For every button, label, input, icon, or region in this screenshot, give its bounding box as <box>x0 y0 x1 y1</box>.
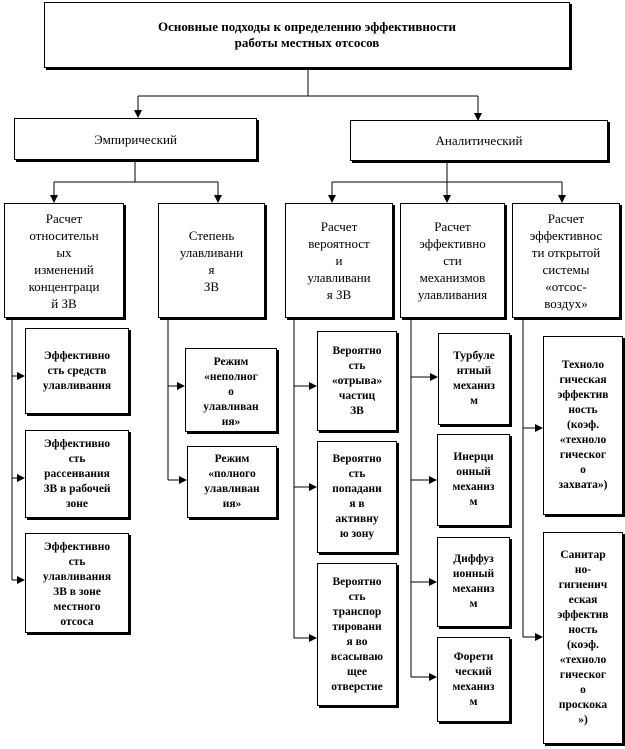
mechanism-item-label: Турбуле нтный механиз м <box>453 350 495 407</box>
relative-changes-item <box>25 328 129 414</box>
probability-item <box>317 563 397 706</box>
relative-changes-box <box>4 203 124 318</box>
capture-degree-item <box>185 348 277 432</box>
probability-item <box>317 441 397 553</box>
open-system-box <box>512 203 620 318</box>
capture-degree-item-label: Режим «неполног о улавливан ия» <box>203 356 259 428</box>
capture-degree-box <box>158 203 265 318</box>
mechanisms-box <box>400 203 505 318</box>
mechanism-item <box>437 637 510 722</box>
root-title: Основные подходы к определению эффективности работы местных отсосов <box>158 19 456 50</box>
mechanism-item <box>437 537 510 627</box>
probability-box <box>285 203 393 318</box>
capture-degree-item <box>187 446 277 518</box>
mechanism-item <box>437 434 510 526</box>
open-system-item <box>543 532 623 744</box>
capture-degree-item-label: Режим «полного улавливан ия» <box>204 453 260 510</box>
relative-changes-item-label: Эффективно сть рассеивания ЗВ в рабочей зоне <box>43 438 111 510</box>
probability-item <box>317 331 397 431</box>
relative-changes-item-label: Эффективно сть улавливания ЗВ в зоне местного отсоса <box>42 541 112 628</box>
probability-label: Расчет вероятност и улавливани я ЗВ <box>307 219 371 302</box>
mechanism-item-label: Форети ческий механиз м <box>452 650 495 708</box>
relative-changes-item <box>25 533 129 633</box>
mechanisms-label: Расчет эффективно сти механизмов улавливания <box>417 219 488 302</box>
probability-item-label: Вероятно сть «отрыва» частиц ЗВ <box>331 344 383 417</box>
empirical-label: Эмпирический <box>94 131 177 147</box>
open-system-label: Расчет эффективнос ти открытой системы «отсос- воздух» <box>529 210 603 311</box>
relative-changes-item-label: Эффективно сть средств улавливания <box>42 349 112 392</box>
mechanism-item <box>438 333 510 425</box>
open-system-item-label: Санитар но- гигиенич еская эффектив ность (коэф. «техноло гическог о проскока ») <box>557 549 609 726</box>
root-box <box>44 2 570 68</box>
relative-changes-label: Расчет относительн ых изменений концентраци й ЗВ <box>28 210 100 311</box>
probability-item-label: Вероятно сть попадани я в активну ю зону <box>332 453 382 540</box>
analytical-label: Аналитический <box>435 133 523 148</box>
probability-item-label: Вероятно сть транспор тировани я во всасываю щее отверстие <box>330 575 384 693</box>
open-system-item-label: Техноло гическая эффектив ность (коэф. «техноло гическог о захвата») <box>557 359 609 491</box>
capture-degree-label: Степень улавливани я ЗВ <box>179 227 244 294</box>
mechanism-item-label: Диффуз ионный механиз м <box>452 553 495 610</box>
empirical-box <box>14 118 257 160</box>
open-system-item <box>543 336 623 515</box>
mechanism-item-label: Инерци онный механиз м <box>452 451 495 508</box>
relative-changes-item <box>25 430 129 518</box>
analytical-box <box>350 120 608 161</box>
